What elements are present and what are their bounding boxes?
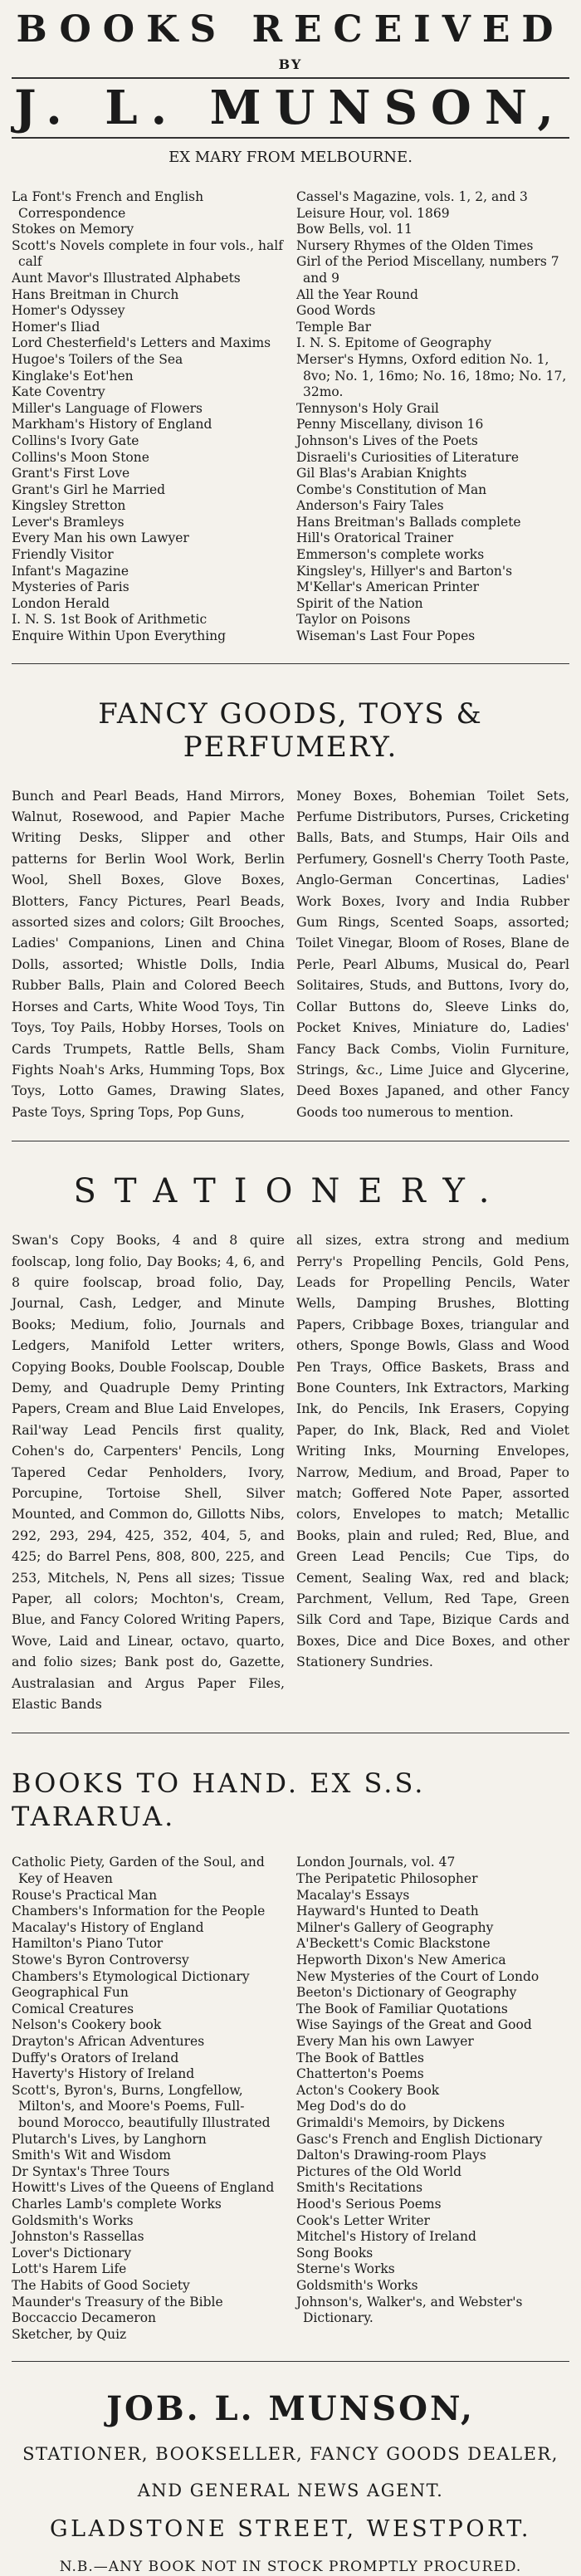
list-item: Lever's Bramleys <box>12 514 124 530</box>
footer-agent-line: AND GENERAL NEWS AGENT. <box>137 2481 444 2501</box>
list-item: Leisure Hour, vol. 1869 <box>296 205 450 221</box>
books-to-hand-columns <box>12 1855 569 2343</box>
list-item: Cassel's Magazine, vols. 1, 2, and 3 <box>296 189 528 204</box>
list-item: Dr Syntax's Three Tours <box>12 2163 170 2179</box>
fancy-goods-section <box>12 697 569 1123</box>
stationery-heading: STATIONERY. <box>73 1172 508 1211</box>
section-divider <box>12 663 569 664</box>
list-item: Bow Bells, vol. 11 <box>296 222 413 237</box>
list-item: Sketcher, by Quiz <box>12 2326 127 2342</box>
books-to-hand-left-column <box>12 1855 285 2343</box>
fancy-goods-heading: FANCY GOODS, TOYS & PERFUMERY. <box>98 697 483 764</box>
list-item: Hans Breitman in Church <box>12 286 179 302</box>
list-item: Hamilton's Piano Tutor <box>12 1936 164 1952</box>
list-item: Kingsley's, Hillyer's and Barton's <box>296 563 513 579</box>
list-item: Tennyson's Holy Grail <box>296 400 439 416</box>
list-item: Collins's Moon Stone <box>12 449 149 465</box>
list-item: Catholic Piety, Garden of the Soul, and Key of Heaven <box>12 1855 265 1887</box>
list-item: Beeton's Dictionary of Geography <box>296 1985 517 2001</box>
list-item: Hayward's Hunted to Death <box>296 1904 479 1919</box>
list-item: Lover's Dictionary <box>12 2245 132 2261</box>
stationery-columns <box>12 1229 569 1714</box>
list-item: Johnston's Rassellas <box>12 2229 144 2245</box>
footer-section <box>12 2390 569 2576</box>
list-item: Anderson's Fairy Tales <box>296 498 444 514</box>
list-item: The Peripatetic Philosopher <box>296 1871 478 1887</box>
list-item: Homer's Iliad <box>12 319 100 335</box>
list-item: Hugoe's Toilers of the Sea <box>12 351 183 367</box>
books-received-columns <box>12 189 569 645</box>
list-item: Maunder's Treasury of the Bible <box>12 2294 223 2310</box>
list-item: Macalay's History of England <box>12 1919 204 1935</box>
list-item: Song Books <box>296 2245 374 2261</box>
fancy-goods-columns <box>12 785 569 1123</box>
list-item: Taylor on Poisons <box>296 612 411 628</box>
list-item: The Book of Familiar Quotations <box>296 2001 508 2016</box>
books-to-hand-right-column <box>296 1855 569 2343</box>
list-item: Johnson's, Walker's, and Webster's Dictionary. <box>296 2294 523 2326</box>
list-item: Girl of the Period Miscellany, numbers 7 and 9 <box>296 254 559 286</box>
list-item: London Journals, vol. 47 <box>296 1855 456 1870</box>
list-item: Boccaccio Decameron <box>12 2310 157 2326</box>
list-item: Friendly Visitor <box>12 547 114 563</box>
list-item: Temple Bar <box>296 319 372 335</box>
list-item: New Mysteries of the Court of Londo <box>296 1968 540 1984</box>
list-item: Miller's Language of Flowers <box>12 400 203 416</box>
list-item: Gil Blas's Arabian Knights <box>296 466 467 481</box>
list-item: Infant's Magazine <box>12 563 129 579</box>
list-item: Milner's Gallery of Geography <box>296 1919 494 1935</box>
list-item: Cook's Letter Writer <box>296 2212 430 2228</box>
books-received-heading: BOOKS RECEIVED <box>16 8 565 51</box>
list-item: I. N. S. Epitome of Geography <box>296 335 491 351</box>
list-item: I. N. S. 1st Book of Arithmetic <box>12 612 208 628</box>
list-item: The Book of Battles <box>296 2050 424 2065</box>
list-item: Sterne's Works <box>296 2261 395 2277</box>
list-item: Plutarch's Lives, by Langhorn <box>12 2131 207 2147</box>
list-item: M'Kellar's American Printer <box>296 579 480 595</box>
list-item: La Font's French and English Correspondence <box>12 189 204 221</box>
list-item: Collins's Ivory Gate <box>12 433 139 448</box>
by-label: BY <box>278 56 303 72</box>
list-item: Wiseman's Last Four Popes <box>296 628 476 644</box>
stationery-right-text: all sizes, extra strong and medium Perry's Propelling Pencils, Gold Pens, Leads for Propelling Pencils, Water Wells, Damping Brushes, Blotting Papers, Cribbage Boxes, triangular and others, Sponge Bowls, Glass and Wood Pen Trays, Office Baskets, Brass and Bone Counters, Ink Extractors, Marking Ink, do Pencils, Ink Erasers, Copying Paper, do Ink, Black, Red and Violet Writing Inks, Mourning Envelopes, Narrow, Medium, and Broad, Paper to match; Goffered Note Paper, assorted colors, Envelopes to match; Metallic Books, plain and ruled; Red, Blue, and Green Lead Pencils; Cue Tips, do Cement, Sealing Wax, red and black; Parchment, Vellum, Red Tape, Green Silk Cord and Tape, Bizique Cards and Boxes, Dice and Dice Boxes, and other Stationery Sundries. <box>296 1232 569 1670</box>
list-item: London Herald <box>12 595 110 611</box>
footer-trade-line: STATIONER, BOOKSELLER, FANCY GOODS DEALER, <box>22 2444 559 2465</box>
list-item: Merser's Hymns, Oxford edition No. 1, 8vo; No. 1, 16mo; No. 16, 18mo; No. 17, 32mo. <box>296 351 567 400</box>
list-item: Kate Coventry <box>12 384 105 400</box>
books-to-hand-right-list <box>296 1855 569 2326</box>
books-received-left-list <box>12 189 285 645</box>
stationery-left-text: Swan's Copy Books, 4 and 8 quire foolscap, long folio, Day Books; 4, 6, and 8 quire foolscap, broad folio, Day, Journal, Cash, Ledger, and Minute Books; Medium, folio, Journals and Ledgers, Manifold Letter writers, Copying Books, Double Foolscap, Double Demy, and Quadruple Demy Printing Papers, Cream and Blue Laid Envelopes, Rail'way Lead Pencils first quality, Cohen's do, Carpenters' Pencils, Long Tapered Cedar Penholders, Ivory, Porcupine, Tortoise Shell, Silver Mounted, and Common do, Gillotts Nibs, 292, 293, 294, 425, 352, 404, 5, and 425; do Barrel Pens, 808, 800, 225, and 253, Mitchels, N, Pens all sizes; Tissue Paper, all colors; Mochton's, Cream, Blue, and Fancy Colored Writing Papers, Wove, Laid and Linear, octavo, quarto, and folio sizes; Bank post do, Gazette, Australasian and Argus Paper Files, Elastic Bands <box>12 1232 285 1713</box>
list-item: Duffy's Orators of Ireland <box>12 2050 179 2065</box>
list-item: Every Man his own Lawyer <box>12 530 189 546</box>
list-item: Good Words <box>296 303 376 319</box>
list-item: Pictures of the Old World <box>296 2163 462 2179</box>
list-item: Smith's Recitations <box>296 2180 423 2196</box>
list-item: Howitt's Lives of the Queens of England <box>12 2180 275 2196</box>
list-item: Hans Breitman's Ballads complete <box>296 514 521 530</box>
list-item: Grimaldi's Memoirs, by Dickens <box>296 2114 505 2130</box>
list-item: Scott's, Byron's, Burns, Longfellow, Milton's, and Moore's Poems, Full-bound Morocco, beautifully Illustrated <box>12 2082 271 2130</box>
list-item: Enquire Within Upon Everything <box>12 628 227 644</box>
list-item: Spirit of the Nation <box>296 595 423 611</box>
section-divider <box>12 2361 569 2362</box>
list-item: Wise Sayings of the Great and Good <box>296 2017 532 2033</box>
list-item: Smith's Wit and Wisdom <box>12 2148 171 2163</box>
list-item: Goldsmith's Works <box>296 2277 418 2293</box>
books-received-right-list <box>296 189 569 645</box>
list-item: Lord Chesterfield's Letters and Maxims <box>12 335 271 351</box>
list-item: Disraeli's Curiosities of Literature <box>296 449 520 465</box>
list-item: Combe's Constitution of Man <box>296 481 487 497</box>
list-item: All the Year Round <box>296 286 418 302</box>
footer-address: GLADSTONE STREET, WESTPORT. <box>50 2516 531 2543</box>
fancy-goods-right-text: Money Boxes, Bohemian Toilet Sets, Perfume Distributors, Purses, Cricketing Balls, Bats, and Stumps, Hair Oils and Perfumery, Gosnell's Cherry Tooth Paste, Anglo-German Concertinas, Ladies' Work Boxes, Ivory and India Rubber Gum Rings, Scented Soaps, assorted; Toilet Vinegar, Bloom of Roses, Blane de Perle, Pearl Albums, Musical do, Pearl Solitaires, Studs, and Buttons, Ivory do, Collar Buttons do, Sleeve Links do, Pocket Knives, Miniature do, Ladies' Fancy Back Combs, Violin Furniture, Strings, &c., Lime Juice and Glycerine, Deed Boxes Japaned, and other Fancy Goods too numerous to mention. <box>296 787 569 1120</box>
footer-merchant-name: JOB. L. MUNSON, <box>106 2389 475 2429</box>
list-item: Emmerson's complete works <box>296 547 485 563</box>
list-item: Chambers's Etymological Dictionary <box>12 1968 250 1984</box>
list-item: Stowe's Byron Controversy <box>12 1953 189 1968</box>
list-item: Chatterton's Poems <box>296 2066 424 2082</box>
list-item: Goldsmith's Works <box>12 2212 134 2228</box>
books-to-hand-section <box>12 1767 569 2343</box>
list-item: Mysteries of Paris <box>12 579 129 595</box>
books-received-left-column <box>12 189 285 645</box>
list-item: Macalay's Essays <box>296 1887 410 1903</box>
list-item: Hood's Serious Poems <box>296 2196 442 2212</box>
list-item: Scott's Novels complete in four vols., half calf <box>12 237 283 270</box>
list-item: Stokes on Memory <box>12 222 134 237</box>
list-item: Nelson's Cookery book <box>12 2017 162 2033</box>
list-item: Geographical Fun <box>12 1985 129 2001</box>
list-item: Acton's Cookery Book <box>296 2082 440 2098</box>
footer-note: N.B.—ANY BOOK NOT IN STOCK PROMPTLY PROCURED. <box>59 2559 522 2576</box>
books-to-hand-heading: BOOKS TO HAND. EX S.S. TARARUA. <box>12 1767 426 1833</box>
list-item: Comical Creatures <box>12 2001 134 2016</box>
list-item: Johnson's Lives of the Poets <box>296 433 478 448</box>
list-item: Hill's Oratorical Trainer <box>296 530 454 546</box>
list-item: Homer's Odyssey <box>12 303 125 319</box>
merchant-name: J. L. MUNSON, <box>12 77 569 139</box>
list-item: Mitchel's History of Ireland <box>296 2229 476 2245</box>
fancy-goods-left-text: Bunch and Pearl Beads, Hand Mirrors, Walnut, Rosewood, and Papier Mache Writing Desks, Slipper and other patterns for Berlin Wool Work, Berlin Wool, Shell Boxes, Glove Boxes, Blotters, Fancy Pictures, Pearl Beads, assorted sizes and colors; Gilt Brooches, Ladies' Companions, Linen and China Dolls, assorted; Whistle Dolls, India Rubber Balls, Plain and Colored Beech Horses and Carts, White Wood Toys, Tin Toys, Toy Pails, Hobby Horses, Tools on Cards Trumpets, Rattle Bells, Sham Fights Noah's Arks, Humming Tops, Box Toys, Lotto Games, Drawing Slates, Paste Toys, Spring Tops, Pop Guns, <box>12 787 285 1120</box>
list-item: Meg Dod's do do <box>296 2099 407 2114</box>
list-item: The Habits of Good Society <box>12 2277 190 2293</box>
list-item: Chambers's Information for the People <box>12 1904 266 1919</box>
books-received-subheading: EX MARY FROM MELBOURNE. <box>168 149 413 166</box>
list-item: Every Man his own Lawyer <box>296 2034 474 2049</box>
list-item: Grant's First Love <box>12 466 130 481</box>
books-received-right-column <box>296 189 569 645</box>
list-item: Kinglake's Eot'hen <box>12 368 134 384</box>
list-item: Dalton's Drawing-room Plays <box>296 2148 486 2163</box>
list-item: Haverty's History of Ireland <box>12 2066 195 2082</box>
list-item: Kingsley Stretton <box>12 498 126 514</box>
list-item: Grant's Girl he Married <box>12 481 166 497</box>
list-item: Lott's Harem Life <box>12 2261 127 2277</box>
list-item: Gasc's French and English Dictionary <box>296 2131 543 2147</box>
books-to-hand-left-list <box>12 1855 285 2343</box>
list-item: Aunt Mavor's Illustrated Alphabets <box>12 270 241 286</box>
list-item: Charles Lamb's complete Works <box>12 2196 222 2212</box>
list-item: Markham's History of England <box>12 417 212 433</box>
list-item: Drayton's African Adventures <box>12 2034 205 2049</box>
books-received-section <box>12 8 569 645</box>
list-item: Penny Miscellany, divison 16 <box>296 417 484 433</box>
list-item: Rouse's Practical Man <box>12 1887 158 1903</box>
list-item: Nursery Rhymes of the Olden Times <box>296 237 534 253</box>
stationery-section <box>12 1172 569 1714</box>
list-item: Hepworth Dixon's New America <box>296 1953 506 1968</box>
list-item: A'Beckett's Comic Blackstone <box>296 1936 491 1952</box>
